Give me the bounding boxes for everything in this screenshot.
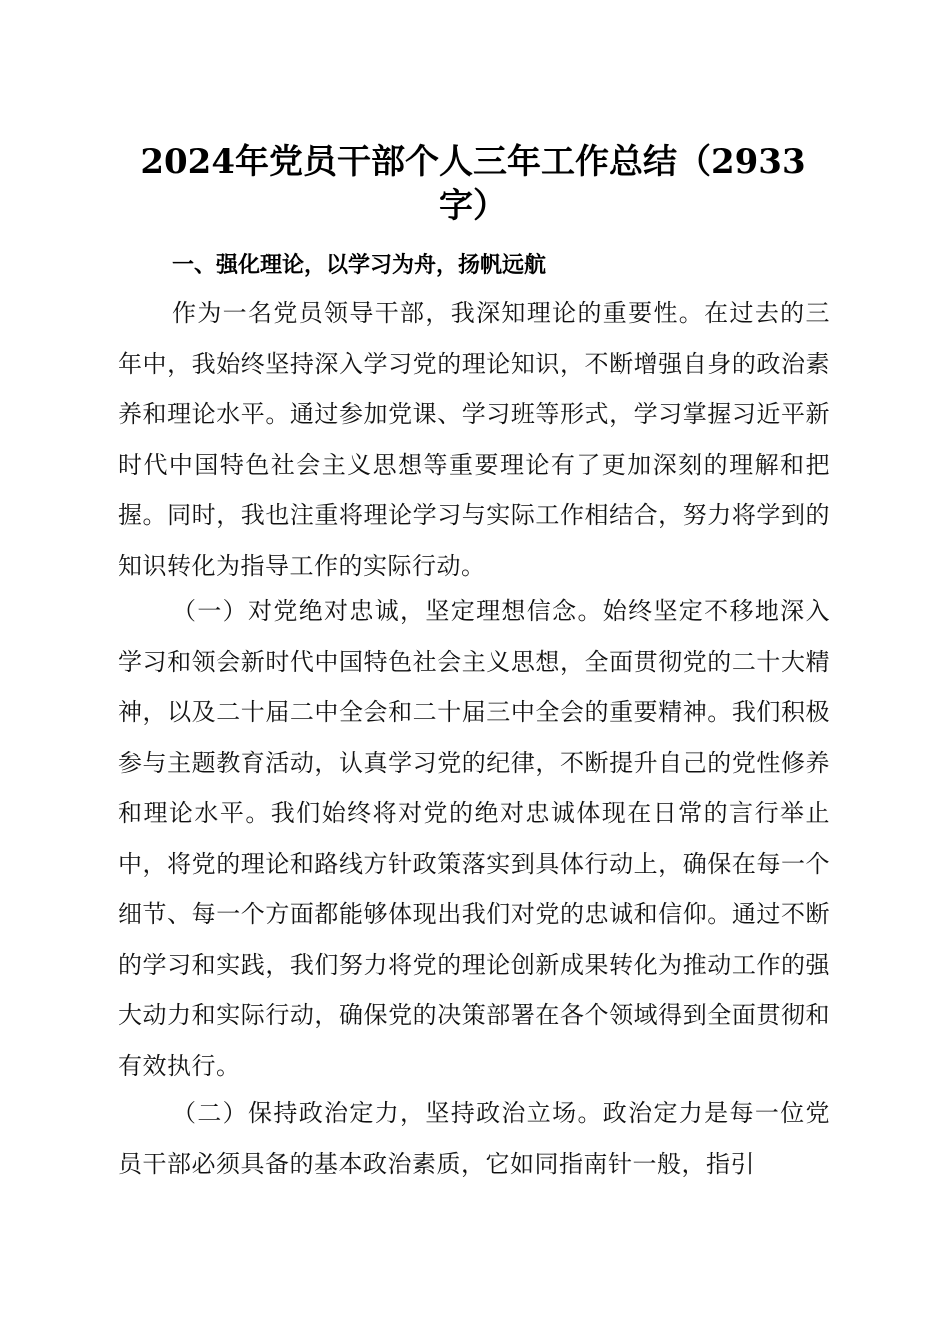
paragraph-loyalty: （一）对党绝对忠诚，坚定理想信念。始终坚定不移地深入学习和领会新时代中国特色社会主义思想，全面贯彻党的二十大精神，以及二十届二中全会和二十届三中全会的重要精神。我们积极参与主题教育活动，认真学习党的纪律，不断提升自己的党性修养和理论水平。我们始终将对党的绝对忠诚体现在日常的言行举止中，将党的理论和路线方针政策落实到具体行动上，确保在每一个细节、每一个方面都能够体现出我们对党的忠诚和信仰。通过不断的学习和实践，我们努力将党的理论创新成果转化为推动工作的强大动力和实际行动，确保党的决策部署在各个领域得到全面贯彻和有效执行。 — [118, 597, 830, 1080]
paragraph-intro: 作为一名党员领导干部，我深知理论的重要性。在过去的三年中，我始终坚持深入学习党的理论知识，不断增强自身的政治素养和理论水平。通过参加党课、学习班等形式，学习掌握习近平新时代中国特色社会主义思想等重要理论有了更加深刻的理解和把握。同时，我也注重将理论学习与实际工作相结合，努力将学到的知识转化为指导工作的实际行动。 — [118, 299, 830, 580]
section-heading: 一、强化理论，以学习为舟，扬帆远航 — [172, 253, 547, 278]
paragraph-political-resolve: （二）保持政治定力，坚持政治立场。政治定力是每一位党员干部必须具备的基本政治素质，它如同指南针一般，指引 — [118, 1099, 830, 1178]
document-title: 2024年党员干部个人三年工作总结（2933字） — [140, 142, 806, 226]
